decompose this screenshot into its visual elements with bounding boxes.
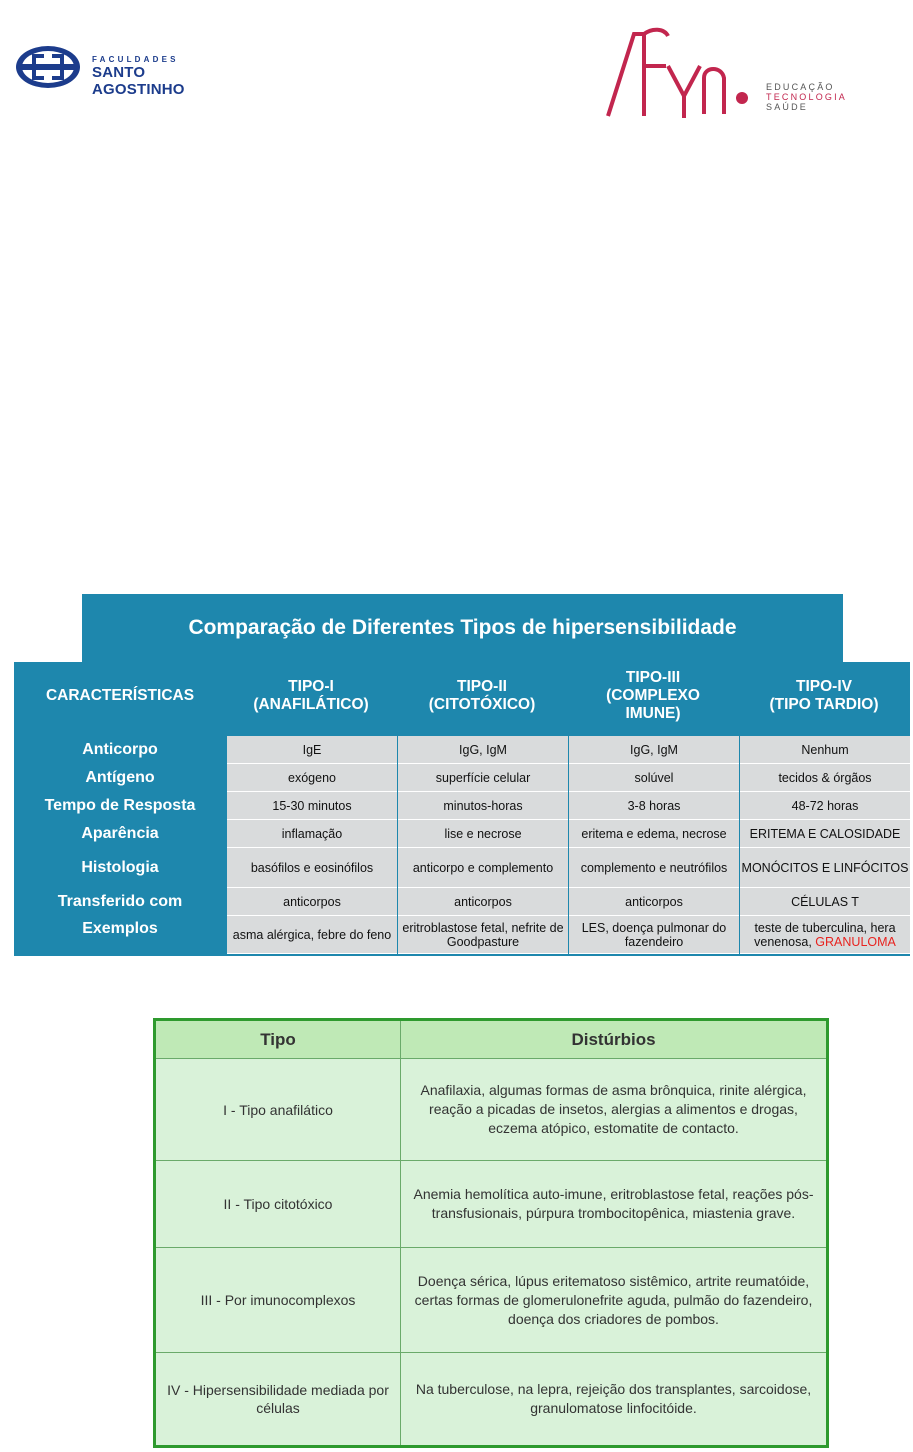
table-cell-highlight: ERITEMA E CALOSIDADE — [740, 820, 910, 848]
fsa-logo-big-text: SANTO AGOSTINHO — [92, 64, 185, 98]
table-cell-highlight: MONÓCITOS E LINFÓCITOS — [740, 848, 910, 888]
table-row — [156, 1161, 826, 1248]
table-cell: IgE — [227, 736, 397, 764]
table-cell: 15-30 minutos — [227, 792, 397, 820]
table-cell: anticorpos — [398, 888, 568, 916]
afya-tagline-tecnologia: TECNOLOGIA — [766, 92, 848, 102]
table-cell: eritema e edema, necrose — [569, 820, 739, 848]
table-row — [14, 792, 910, 820]
table-row — [156, 1353, 826, 1445]
table-row — [14, 736, 910, 764]
row-disturbios: Anemia hemolítica auto-imune, eritroblastose fetal, reações pós-transfusionais, púrpura trombocitopênica, miastenia grave. — [413, 1186, 814, 1221]
row-tipo: I - Tipo anafilático — [223, 1101, 333, 1118]
table-row — [14, 848, 910, 888]
header-tipo-iv: TIPO-IV (TIPO TARDIO) — [769, 678, 879, 713]
table-cell: Nenhum — [740, 736, 910, 764]
table-cell: exógeno — [227, 764, 397, 792]
row-label: Antígeno — [85, 769, 155, 786]
table-cell: IgG, IgM — [398, 736, 568, 764]
row-label: Anticorpo — [82, 741, 158, 758]
header-tipo-iii: TIPO-III (COMPLEXO IMUNE) — [606, 669, 700, 722]
row-label: Transferido com — [57, 893, 183, 910]
table-cell: tecidos & órgãos — [740, 764, 910, 792]
table-row — [14, 764, 910, 792]
row-label: Exemplos — [82, 920, 158, 937]
header-disturbios: Distúrbios — [571, 1029, 656, 1049]
table-row — [156, 1248, 826, 1353]
table-cell: anticorpos — [227, 888, 397, 916]
header-tipo-i: TIPO-I (ANAFILÁTICO) — [253, 678, 369, 713]
row-tipo: II - Tipo citotóxico — [223, 1196, 333, 1212]
table-row — [14, 820, 910, 848]
cell-text: teste de tuberculina, hera venenosa, — [754, 920, 896, 949]
disorders-table — [153, 1018, 829, 1448]
table-cell: complemento e neutrófilos — [569, 848, 739, 888]
table-cell: inflamação — [227, 820, 397, 848]
afya-logo-icon — [604, 26, 764, 121]
table-cell: asma alérgica, febre do feno — [227, 916, 397, 954]
fsa-logo-small-text: FACULDADES — [92, 55, 179, 64]
table-cell-mixed — [740, 916, 910, 954]
logo-afya — [604, 26, 854, 121]
table-cell: eritroblastose fetal, nefrite de Goodpasture — [398, 916, 568, 954]
table-cell: anticorpo e complemento — [398, 848, 568, 888]
logo-santo-agostinho — [14, 44, 224, 98]
table-cell: 3-8 horas — [569, 792, 739, 820]
header-tipo: Tipo — [260, 1029, 296, 1049]
row-label: Aparência — [81, 825, 159, 842]
table-cell: lise e necrose — [398, 820, 568, 848]
table-cell: basófilos e eosinófilos — [227, 848, 397, 888]
table-row — [156, 1059, 826, 1161]
row-disturbios: Anafilaxia, algumas formas de asma brônquica, rinite alérgica, reação a picadas de insetos, alergias a alimentos e drogas, eczema atópico, estomatite de contacto. — [420, 1082, 807, 1136]
table-cell: superfície celular — [398, 764, 568, 792]
table-row — [14, 888, 910, 916]
table-cell: IgG, IgM — [569, 736, 739, 764]
afya-tagline-educacao: EDUCAÇÃO — [766, 82, 835, 92]
header-caracteristicas: CARACTERÍSTICAS — [45, 687, 195, 704]
table-cell: anticorpos — [569, 888, 739, 916]
row-label: Tempo de Resposta — [44, 797, 196, 814]
row-disturbios: Na tuberculose, na lepra, rejeição dos transplantes, sarcoidose, granulomatose linfocitóide. — [415, 1381, 812, 1416]
table-cell: minutos-horas — [398, 792, 568, 820]
header-tipo-ii: TIPO-II (CITOTÓXICO) — [428, 678, 536, 713]
row-disturbios: Doença sérica, lúpus eritematoso sistêmico, artrite reumatóide, certas formas de glomerulonefrite aguda, pulmão do fazendeiro, doença dos criadores de pombos. — [414, 1272, 813, 1327]
table-cell: solúvel — [569, 764, 739, 792]
comparison-table-title: Comparação de Diferentes Tipos de hipersensibilidade — [82, 594, 843, 662]
afya-tagline-saude: SAÚDE — [766, 102, 809, 112]
comparison-table-body — [14, 730, 910, 956]
cell-text-part — [740, 921, 910, 949]
santo-agostinho-emblem-icon — [14, 44, 82, 90]
cell-text-highlight: GRANULOMA — [815, 934, 896, 949]
table-cell: 48-72 horas — [740, 792, 910, 820]
row-tipo: III - Por imunocomplexos — [200, 1292, 356, 1308]
row-label: Histologia — [81, 859, 159, 876]
comparison-table-header — [14, 662, 910, 730]
table-row — [14, 916, 910, 954]
row-tipo: IV - Hipersensibilidade mediada por células — [167, 1382, 389, 1416]
table-cell-highlight: CÉLULAS T — [740, 888, 910, 916]
table-cell: LES, doença pulmonar do fazendeiro — [569, 916, 739, 954]
